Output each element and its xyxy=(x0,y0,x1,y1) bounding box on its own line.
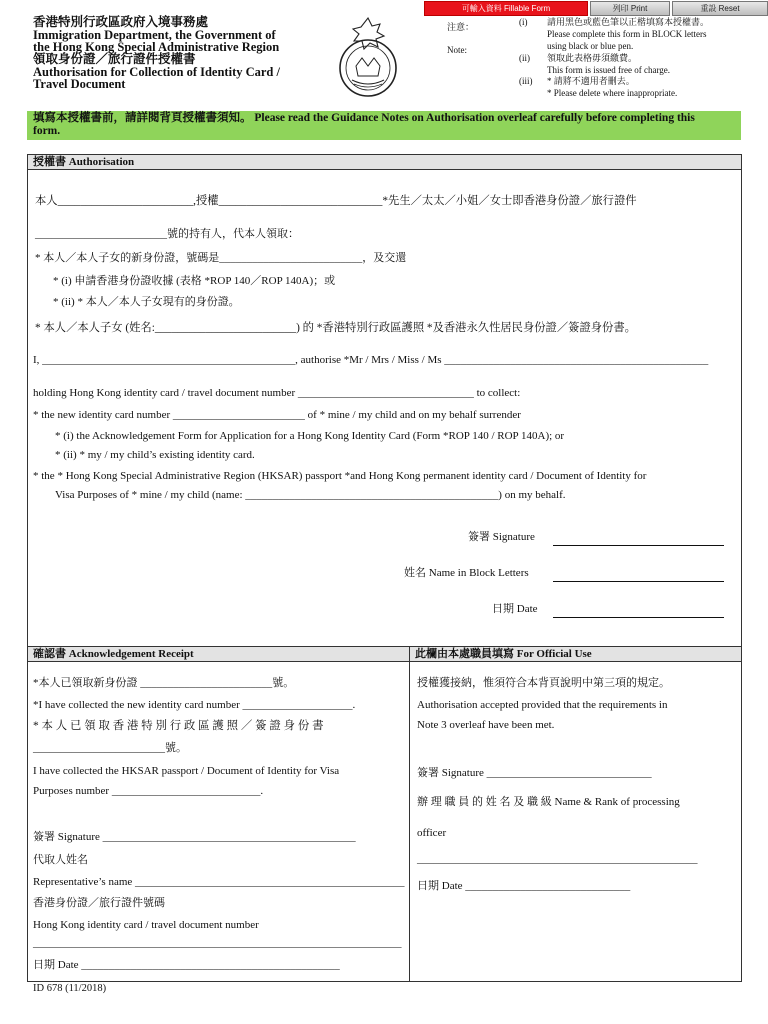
signature-line[interactable] xyxy=(553,545,724,546)
receipt-line-2[interactable]: *I have collected the new identity card number ____________________. xyxy=(33,699,356,711)
lower-column-divider xyxy=(409,646,410,982)
block-name-label: 姓名 Name in Block Letters xyxy=(404,567,529,579)
officer-name-rank-label: 辦 理 職 員 的 姓 名 及 職 級 Name & Rank of processing xyxy=(417,796,680,808)
block-name-line[interactable] xyxy=(553,581,724,582)
representative-id-line[interactable]: ___________________________________________________________________ xyxy=(33,937,402,949)
dept-name-en-2: the Hong Kong Special Administrative Region xyxy=(33,40,280,54)
note-ii-number: (ii) xyxy=(519,53,530,63)
date-line[interactable] xyxy=(553,617,724,618)
receipt-line-3: * 本 人 已 領 取 香 港 特 別 行 政 區 護 照 ／ 簽 證 身 份 書 xyxy=(33,720,324,732)
official-date[interactable]: 日期 Date ______________________________ xyxy=(417,880,631,892)
note-i-number: (i) xyxy=(519,17,528,27)
auth-zh-line-4: * (i) 申請香港身份證收據 (表格 *ROP 140／ROP 140A)；或 xyxy=(53,275,336,287)
note-i-en-2: using black or blue pen. xyxy=(547,41,634,51)
dept-name-en-1: Immigration Department, the Government of xyxy=(33,28,276,42)
note-i-en-1: Please complete this form in BLOCK letters xyxy=(547,29,707,39)
form-title-en-2: Travel Document xyxy=(33,77,126,91)
auth-zh-line-2[interactable]: ________________________號的持有人，代本人領取： xyxy=(35,228,299,240)
authorisation-title: 授權書 Authorisation xyxy=(28,155,741,170)
note-iii-zh: * 請將不適用者刪去。 xyxy=(547,76,635,86)
note-i-zh: 請用黑色或藍色筆以正楷填寫本授權書。 xyxy=(547,17,710,27)
note-iii-en: * Please delete where inappropriate. xyxy=(547,88,678,98)
print-button[interactable]: 列印 Print xyxy=(590,1,670,16)
form-title-zh: 領取身份證／旅行證件授權書 xyxy=(33,52,196,66)
notes-label-en: Note: xyxy=(447,45,467,55)
receipt-signature[interactable]: 簽署 Signature ______________________________________________ xyxy=(33,831,356,843)
guidance-notice xyxy=(27,111,741,140)
note-ii-en: This form is issued free of charge. xyxy=(547,65,671,75)
notes-label-zh: 注意： xyxy=(447,22,475,32)
auth-en-line-1[interactable]: I, ______________________________________________, authorise *Mr / Mrs / Miss / Ms ________________________________________________ xyxy=(33,354,709,366)
auth-zh-line-3[interactable]: * 本人／本人子女的新身份證，號碼是__________________________，及交還 xyxy=(35,252,407,264)
form-id: ID 678 (11/2018) xyxy=(33,983,107,994)
representative-name[interactable]: Representative’s name _________________________________________________ xyxy=(33,876,405,888)
reset-button[interactable]: 重設 Reset xyxy=(672,1,768,16)
officer-label: officer xyxy=(417,827,447,839)
auth-zh-line-5: * (ii) * 本人／本人子女現有的身份證。 xyxy=(53,296,240,308)
guidance-notice-line-1: 填寫本授權書前，請詳閱背頁授權書須知。 Please read the Guidance Notes on Authorisation overleaf carefully before completing this xyxy=(33,112,695,124)
representative-id-label-en: Hong Kong identity card / travel document number xyxy=(33,919,259,931)
receipt-line-6[interactable]: Purposes number ___________________________. xyxy=(33,785,264,797)
receipt-line-4[interactable]: ________________________號。 xyxy=(33,742,187,754)
form-title-en-1: Authorisation for Collection of Identity Card / xyxy=(33,65,280,79)
auth-en-line-6: * the * Hong Kong Special Administrative Region (HKSAR) passport *and Hong Kong permanent identity card / Document of Identity for xyxy=(33,470,647,482)
date-label: 日期 Date xyxy=(492,603,538,615)
representative-id-label-zh: 香港身份證／旅行證件號碼 xyxy=(33,897,165,909)
official-line-2: Authorisation accepted provided that the requirements in xyxy=(417,699,668,711)
receipt-date[interactable]: 日期 Date _______________________________________________ xyxy=(33,959,340,971)
guidance-notice-line-2: form. xyxy=(33,125,61,137)
note-ii-zh: 領取此表格毋須繳費。 xyxy=(547,53,638,63)
auth-zh-line-1[interactable]: 本人________________________,授權_____________________________*先生／太太／小姐／女士即香港身份證／旅行證件 xyxy=(35,195,637,207)
receipt-title: 確認書 Acknowledgement Receipt xyxy=(28,647,409,662)
official-use-title: 此欄由本處職員填寫 For Official Use xyxy=(410,647,741,662)
official-signature[interactable]: 簽署 Signature ______________________________ xyxy=(417,767,652,779)
receipt-line-1[interactable]: *本人已領取新身份證 ________________________號。 xyxy=(33,677,295,689)
representative-label-zh: 代取人姓名 xyxy=(33,854,88,866)
auth-zh-line-6[interactable]: * 本人／本人子女 (姓名:_________________________) 的 *香港特別行政區護照 *及香港永久性居民身份證／簽證身份書。 xyxy=(35,322,636,334)
hksar-emblem-icon xyxy=(328,10,408,100)
auth-en-line-2[interactable]: holding Hong Kong identity card / travel document number ________________________________ to collect: xyxy=(33,387,521,399)
dept-name-zh: 香港特別行政區政府入境事務處 xyxy=(33,15,209,29)
auth-en-line-4: * (i) the Acknowledgement Form for Application for a Hong Kong Identity Card (Form *ROP 140 / ROP 140A); or xyxy=(55,430,565,442)
official-line-1: 授權獲接納，惟須符合本背頁說明中第三項的規定。 xyxy=(417,677,670,689)
auth-en-line-7[interactable]: Visa Purposes of * mine / my child (name: ______________________________________________) on my behalf. xyxy=(55,489,566,501)
auth-en-line-5: * (ii) * my / my child’s existing identity card. xyxy=(55,449,255,461)
fillable-form-button[interactable]: 可輸入資料 Fillable Form xyxy=(424,1,588,16)
auth-en-line-3[interactable]: * the new identity card number ________________________ of * mine / my child and on my behalf surrender xyxy=(33,409,521,421)
note-iii-number: (iii) xyxy=(519,76,533,86)
officer-name-line[interactable]: ___________________________________________________ xyxy=(417,853,698,865)
official-line-3: Note 3 overleaf have been met. xyxy=(417,719,555,731)
receipt-line-5: I have collected the HKSAR passport / Document of Identity for Visa xyxy=(33,765,340,777)
signature-label: 簽署 Signature xyxy=(468,531,535,543)
